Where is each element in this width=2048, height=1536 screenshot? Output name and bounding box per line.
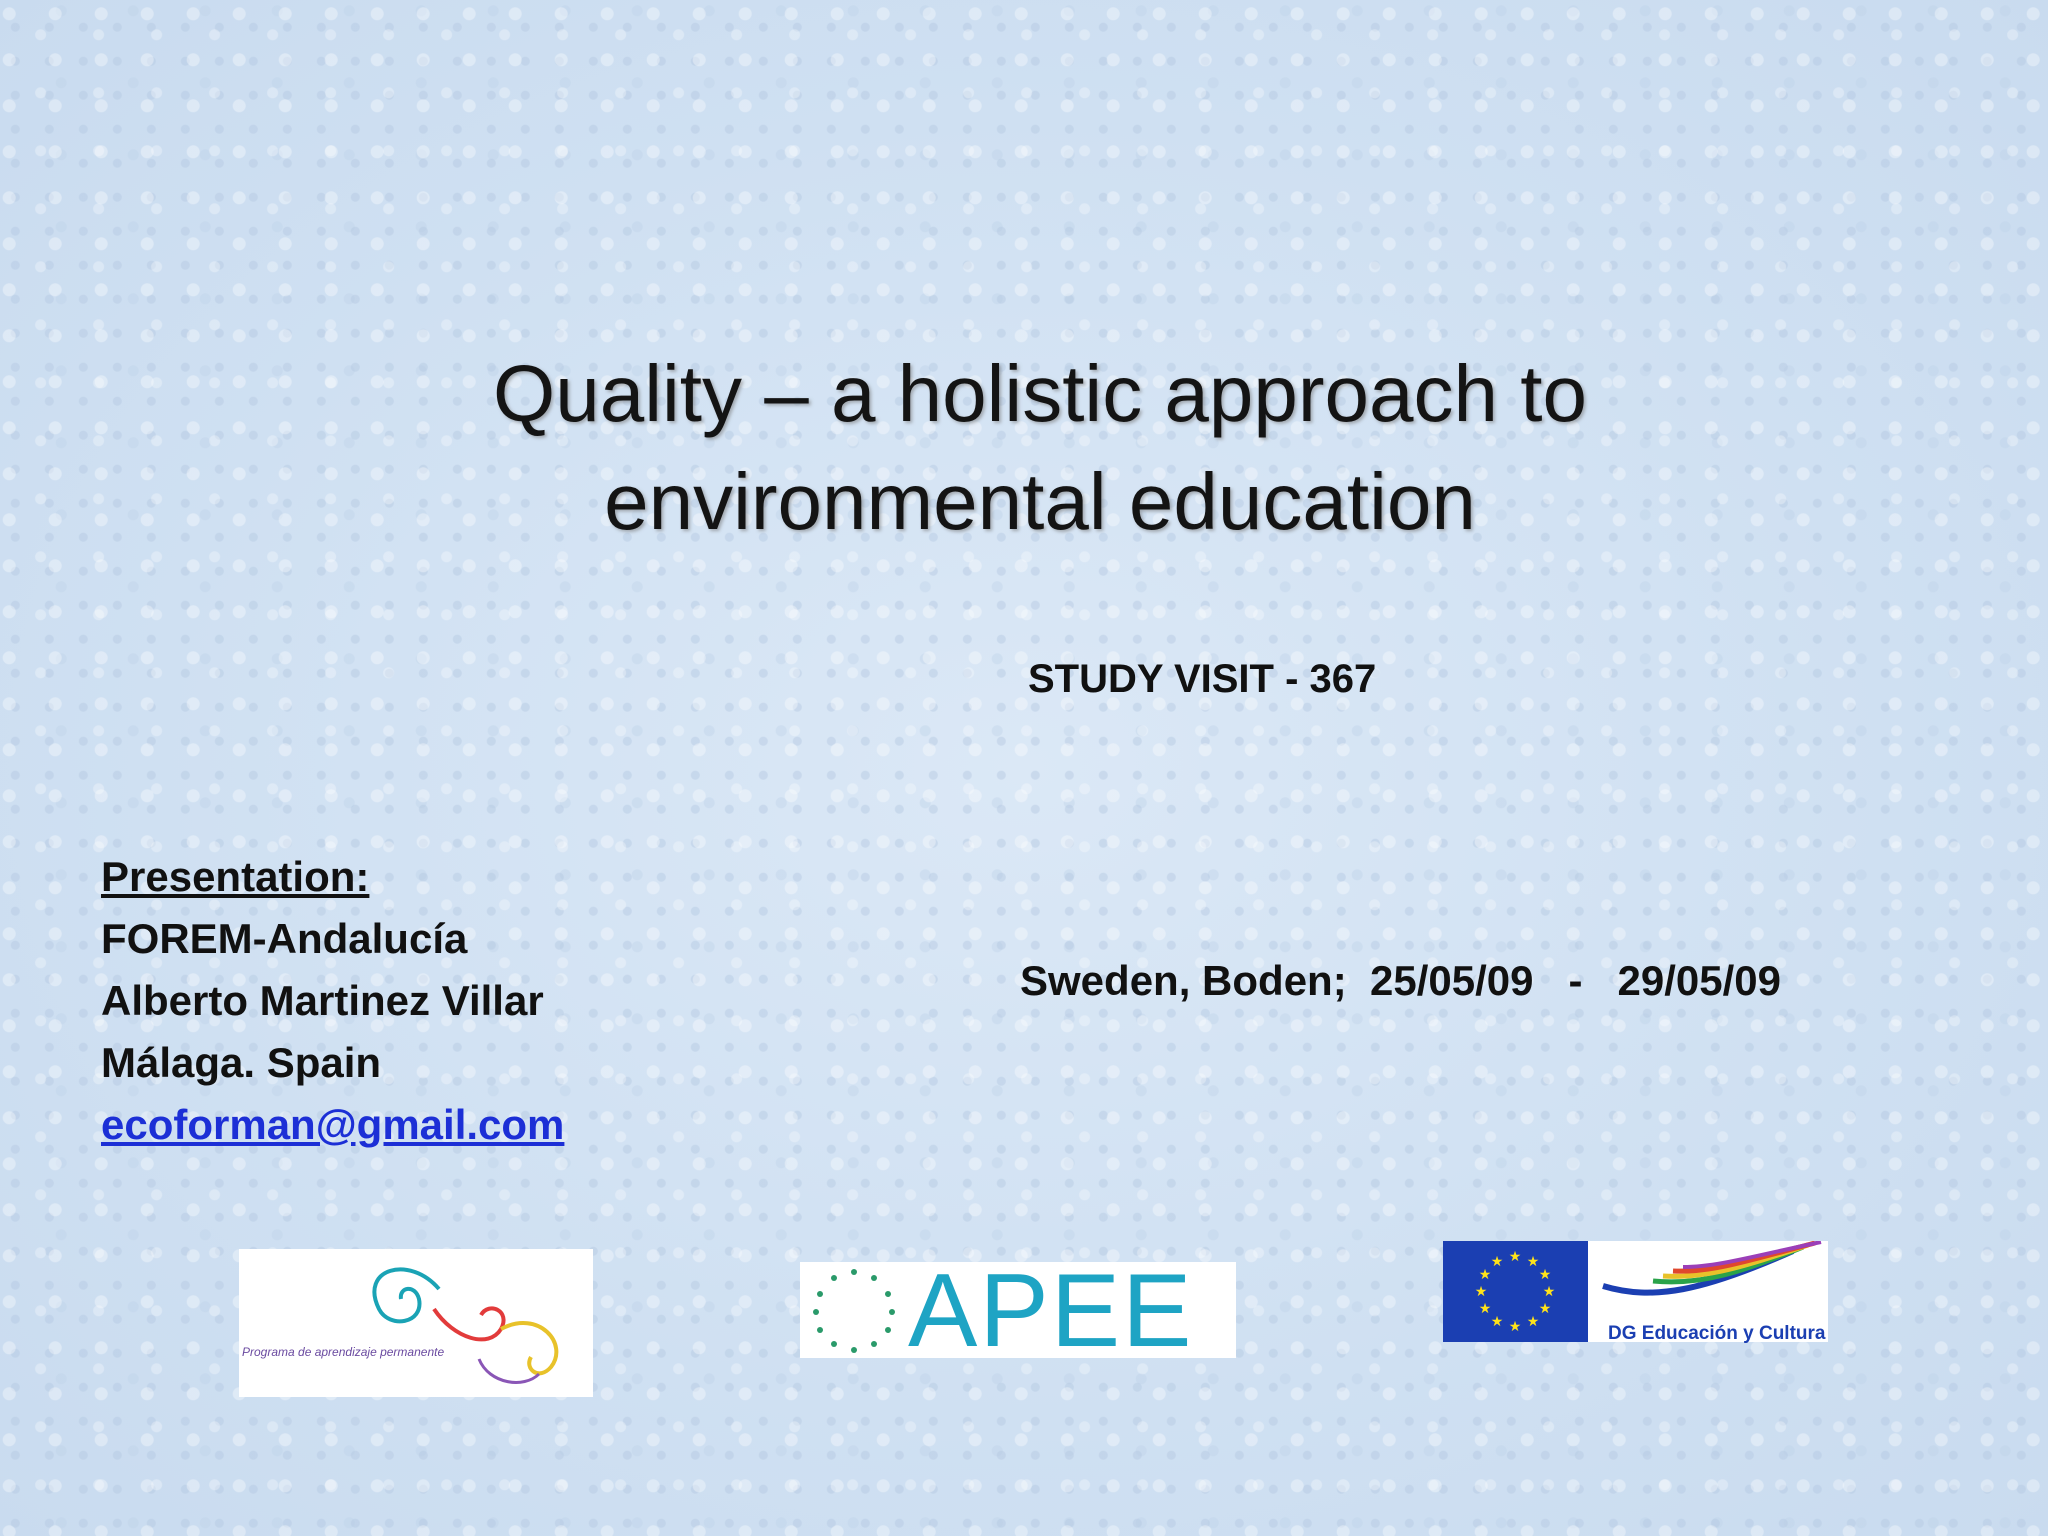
svg-text:★: ★	[1526, 1253, 1540, 1269]
study-visit-label: STUDY VISIT - 367	[1028, 657, 1377, 701]
svg-text:★: ★	[1490, 1253, 1504, 1269]
presenter-organization: FOREM-Andalucía	[101, 915, 468, 962]
spiral-swirl-icon	[239, 1249, 593, 1397]
rainbow-swoosh-icon	[1593, 1241, 1833, 1311]
eu-stars-circle-icon	[804, 1262, 904, 1358]
presenter-location: Málaga. Spain	[101, 1039, 382, 1086]
presenter-email-link[interactable]: ecoforman@gmail.com	[101, 1101, 565, 1148]
apee-wordmark: APEE	[908, 1253, 1194, 1369]
slide-title: Quality – a holistic approach to environmental education	[493, 349, 1587, 546]
apee-logo	[800, 1253, 1236, 1369]
presentation-heading: Presentation:	[101, 853, 370, 900]
lifelong-learning-caption: Programa de aprendizaje permanente	[242, 1345, 445, 1359]
lifelong-learning-logo	[239, 1249, 593, 1397]
svg-text:★: ★	[1478, 1266, 1492, 1282]
svg-text:★: ★	[1490, 1313, 1504, 1329]
presenter-name: Alberto Martinez Villar	[101, 977, 544, 1024]
svg-text:★: ★	[1508, 1248, 1522, 1264]
svg-text:★: ★	[1526, 1313, 1540, 1329]
svg-text:★: ★	[1508, 1318, 1522, 1334]
place-and-date: Sweden, Boden; 25/05/09 - 29/05/09	[1020, 957, 1782, 1004]
svg-text:★: ★	[1542, 1283, 1556, 1299]
eu-dg-education-logo	[1443, 1241, 1828, 1342]
svg-text:★: ★	[1474, 1283, 1488, 1299]
presenter-block	[101, 846, 564, 1156]
eu-flag-icon	[1443, 1241, 1588, 1342]
svg-text:★: ★	[1538, 1266, 1552, 1282]
dg-education-culture-label: DG Educación y Cultura	[1608, 1323, 1826, 1344]
svg-text:★: ★	[1478, 1300, 1492, 1316]
svg-text:★: ★	[1538, 1300, 1552, 1316]
